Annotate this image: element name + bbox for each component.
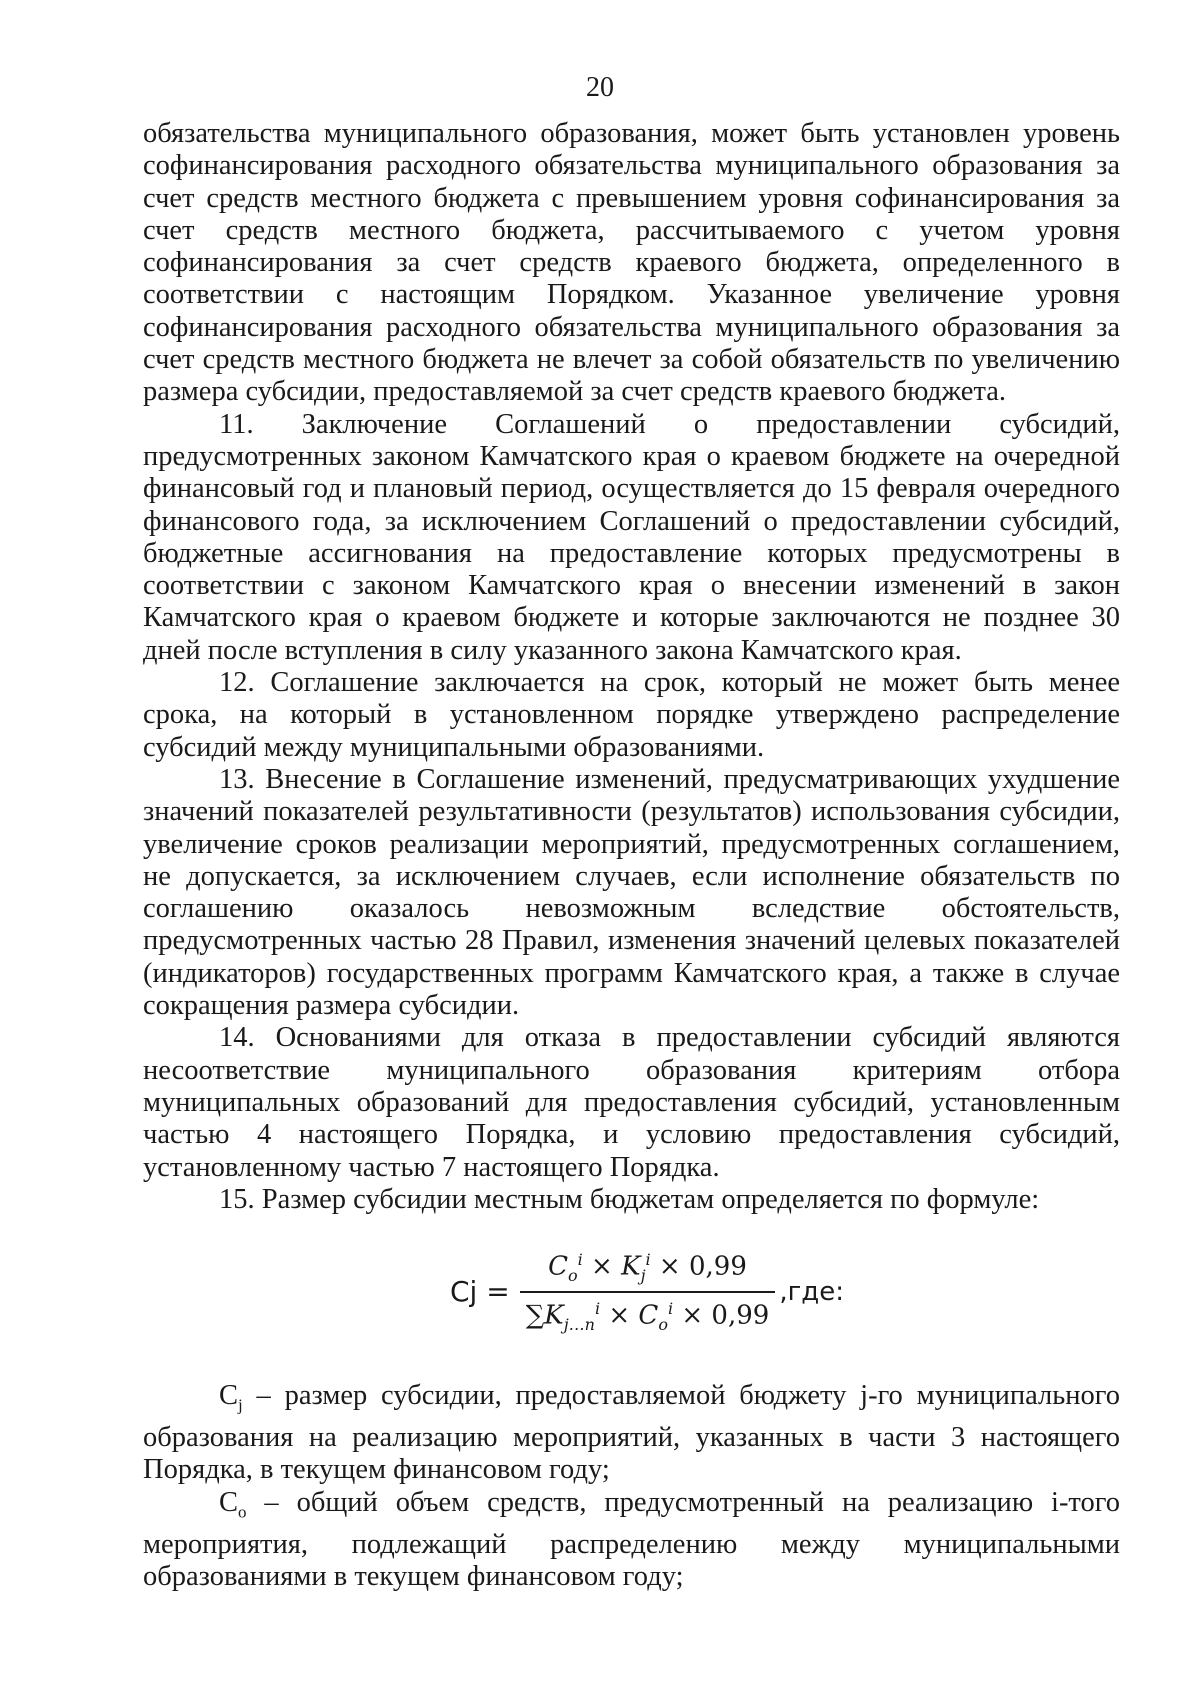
formula-definitions [143,1380,1120,1593]
formula-denominator: $\sum K_{j\dots n}^i \times C_o^i \times 0,99$ [525,1298,770,1334]
definition-cj: $C_j$ – размер субсидии, предоставляемой бюджету j-го муниципального образования на реализацию мероприятий, указанных в части 3 настоящего Порядка, в текущем финансовом году; [143,1380,1120,1486]
formula-suffix: ,где: [779,1276,844,1307]
paragraph-continuation: обязательства муниципального образования, может быть установлен уровень софинансирования расходного обязательства муниципального образования за счет средств местного бюджета с превышением уровня софинансирования за счет средств местного бюджета, рассчитываемого с учетом уровня софинансирования за счет средств краевого бюджета, определенного в соответствии с настоящим Порядком. Указанное увеличение уровня софинансирования расходного обязательства муниципального образования за счет средств местного бюджета не влечет за собой обязательств по увеличению размера субсидии, предоставляемой за счет средств краевого бюджета. [143,118,1120,408]
paragraph-12: 12. Соглашение заключается на срок, который не может быть менее срока, на который в установленном порядке утверждено распределение субсидий между муниципальными образованиями. [143,667,1120,763]
formula-fraction [520,1250,776,1334]
paragraph-11: 11. Заключение Соглашений о предоставлении субсидий, предусмотренных законом Камчатского края о краевом бюджете на очередной финансовый год и плановый период, осуществляется до 15 февраля очередного финансового года, за исключением Соглашений о предоставлении субсидий, бюджетные ассигнования на предоставление которых предусмотрены в соответствии с законом Камчатского края о внесении изменений в закон Камчатского края о краевом бюджете и которые заключаются не позднее 30 дней после вступления в силу указанного закона Камчатского края. [143,408,1120,666]
subsidy-formula [450,1250,844,1334]
paragraph-13: 13. Внесение в Соглашение изменений, предусматривающих ухудшение значений показателей результативности (результатов) использования субсидии, увеличение сроков реализации мероприятий, предусмотренных соглашением, не допускается, за исключением случаев, если исполнение обязательств по соглашению оказалось невозможным вследствие обстоятельств, предусмотренных частью 28 Правил, изменения значений целевых показателей (индикаторов) государственных программ Камчатского края, а также в случае сокращения размера субсидии. [143,763,1120,1022]
formula-lhs: Cj = [450,1275,510,1309]
formula-numerator: $C_o^i \times K_j^i \times 0,99$ [548,1250,747,1285]
page-number: 20 [586,72,614,103]
paragraph-15: 15. Размер субсидии местным бюджетам определяется по формуле: [219,1183,1040,1215]
document-body [143,118,1120,1216]
definition-co: $C_o$ – общий объем средств, предусмотренный на реализацию i-того мероприятия, подлежащий распределению между муниципальными образованиями в текущем финансовом году; [143,1486,1120,1592]
paragraph-14: 14. Основаниями для отказа в предоставлении субсидий являются несоответствие муниципального образования критериям отбора муниципальных образований для предоставления субсидий, установленным частью 4 настоящего Порядка, и условию предоставления субсидий, установленному частью 7 настоящего Порядка. [143,1022,1120,1183]
